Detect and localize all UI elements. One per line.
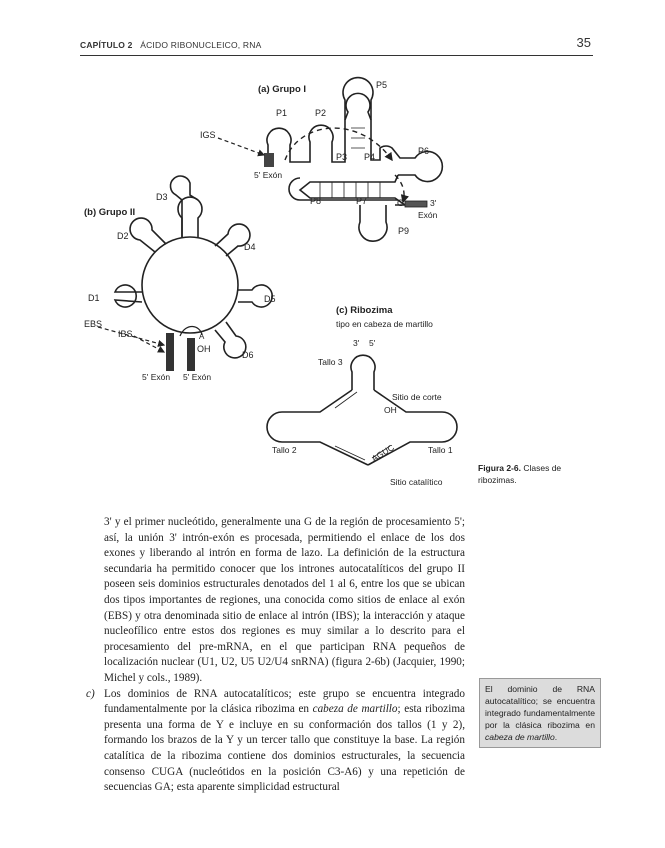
item-c-text-2: ; esta ribozima presenta una forma de Y e incluye en su conformación dos tallos (1 y 2), formando los brazos de la Y y un tercer tallo que constituye la base. La región catalítica de la ribozima contiene dos dominios estructurales, la secuencia consenso CUGA (nucleótidos en la posición C3-A6) y una repetición de secuencias GA; esta aparente simplicidad estructural (104, 703, 465, 794)
label-exon-a: Exón (418, 210, 438, 220)
paragraph-1: 3' y el primer nucleótido, generalmente una G de la región de procesamiento 5'; así, la unión 3' intrón-exón es procesada, permitiendo el enlace de los dos exones y liberando al intrón en forma de lazo. La definición de la estructura secundaria ha permitido conocer que los intrones autocatalíticos del grupo II poseen seis dominios estructurales denotados del 1 al 6, entre los que se ubican dos tipos importantes de regiones, una conocida como sitios de enlace al exón (EBS) y otra denominada sitio de enlace al intrón (IBS); la interacción y ataque nucleofílico entre estos dos regiones es muy similar a lo descrito para el procesamiento del pre-mRNA, en el que participan RNA pequeños de localización nuclear (U1, U2, U5 U2/U4 snRNA) (figura 2-6b) (Jacquier, 1990; Michel y cols., 1989). (104, 516, 465, 684)
panel-b-exon-box-left (166, 333, 174, 371)
panel-c-subtitle: tipo en cabeza de martillo (336, 319, 433, 329)
label-ebs: EBS (84, 319, 103, 329)
label-d5: D5 (264, 294, 276, 304)
label-p8: P8 (310, 196, 322, 206)
list-item-c (86, 687, 465, 796)
label-sitio-corte: Sitio de corte (392, 392, 442, 402)
item-c-italic: cabeza de martillo (312, 703, 398, 716)
margin-note-italic: cabeza de martillo (485, 732, 555, 742)
caption-label: Figura 2-6. (478, 463, 521, 473)
label-aguc: AGUC (369, 442, 396, 464)
panel-a-5-exon-box (264, 153, 274, 167)
panel-a-title: (a) Grupo I (258, 84, 307, 95)
item-c-label: c) (86, 687, 95, 700)
panel-b-exon-box-right (187, 338, 195, 371)
label-p3: P3 (336, 152, 348, 162)
label-3-prime-c: 3' (353, 338, 360, 348)
margin-note (479, 678, 601, 748)
label-5-exon-b2: 5' Exón (183, 372, 212, 382)
caption-text: Clases de ribozimas. (478, 463, 562, 485)
chapter-title: ÁCIDO RIBONUCLEICO, RNA (140, 40, 262, 50)
label-a: A (199, 332, 205, 341)
igs-arrow (218, 138, 264, 155)
label-d3: D3 (156, 192, 168, 202)
panel-c-title: (c) Ribozima (336, 305, 393, 316)
label-ibs: IBS (118, 329, 133, 339)
label-g: G (397, 198, 405, 208)
label-p4: P4 (364, 152, 376, 162)
label-d6: D6 (242, 350, 254, 360)
margin-note-end: . (554, 732, 558, 742)
margin-note-text: El dominio de RNA autocatalítico; se encuentra integrado fundamentalmente por la clásica ribozima en (485, 684, 595, 730)
label-5-prime-c: 5' (369, 338, 376, 348)
chapter-label: CAPÍTULO 2 (80, 40, 133, 50)
label-5-exon-a: 5' Exón (254, 170, 283, 180)
panel-b-title: (b) Grupo II (84, 207, 136, 218)
label-igs: IGS (200, 130, 216, 140)
page-number: 35 (576, 35, 591, 50)
label-p2: P2 (315, 108, 327, 118)
label-p1: P1 (276, 108, 288, 118)
panel-a-3-exon-box (405, 201, 427, 207)
label-d4: D4 (244, 242, 256, 252)
label-oh-b: OH (197, 344, 211, 354)
body-text (86, 515, 465, 796)
label-p6: P6 (418, 146, 430, 156)
label-p5: P5 (376, 80, 388, 90)
item-c-text-1: Los dominios de RNA autocatalíticos; este grupo se encuentra integrado fundamentalmente por la clásica ribozima en (104, 687, 465, 716)
label-p7: P7 (356, 196, 368, 206)
label-5-exon-b1: 5' Exón (142, 372, 171, 382)
label-tallo2: Tallo 2 (272, 445, 297, 455)
label-sitio-catalitico: Sitio catalítico (390, 477, 443, 487)
label-p9: P9 (398, 226, 410, 236)
label-oh-c: OH (384, 405, 397, 415)
label-d1: D1 (88, 293, 100, 303)
label-d2: D2 (117, 231, 129, 241)
label-3-prime-a: 3' (430, 198, 437, 208)
label-tallo1: Tallo 1 (428, 445, 453, 455)
figure-caption (478, 462, 588, 486)
panel-b-group-ii (115, 176, 272, 358)
panel-a-group-i (267, 78, 442, 242)
label-tallo3: Tallo 3 (318, 357, 343, 367)
